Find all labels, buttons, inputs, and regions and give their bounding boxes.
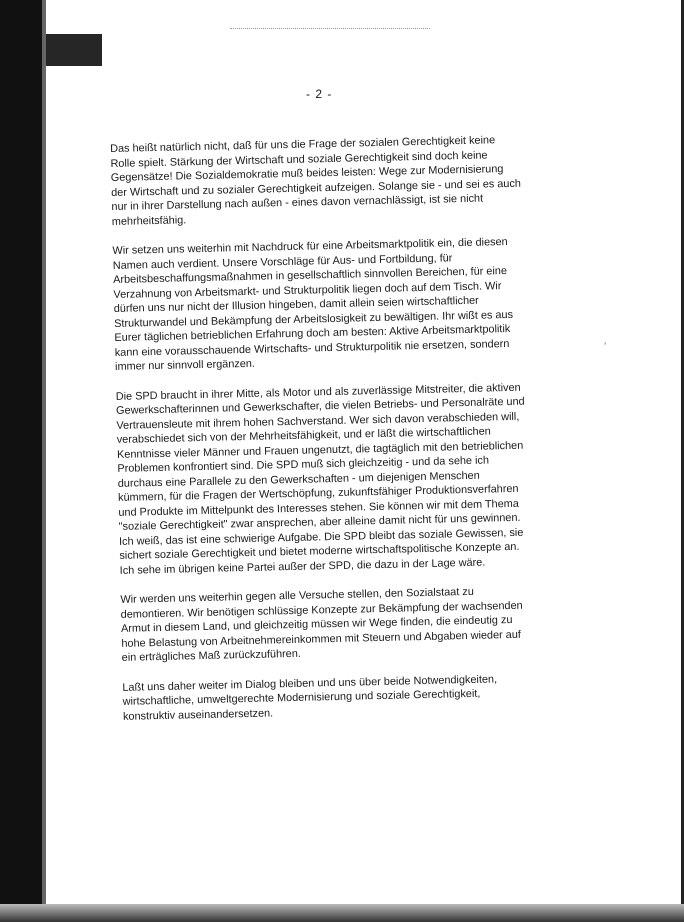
- scan-bottom-border: [0, 904, 684, 922]
- page-number: - 2 -: [306, 87, 333, 101]
- paragraph-4: Wir werden uns weiterhin gegen alle Versuche stellen, den Sozialstaat zu demontieren. Wir benötigen schlüssige Konzepte zur Bekämpfung der wachsenden Armut in diesem Land, und gleichzeitig müssen wir Wege finden, die eindeutig zu hohe Belastung von Arbeitnehmereinkommen mit Steuern und Abgaben wieder auf ein erträgliches Maß zurückzuführen.: [120, 585, 523, 664]
- paragraph-3: Die SPD braucht in ihrer Mitte, als Motor und als zuverlässige Mitstreiter, die aktiven Gewerkschafterinnen und Gewerkschafter, die vielen Betriebs- und Personalräte und Vertrauensleute mit ihrem hohen Sachverstand. Wer sich davon verabschieden will, verabschiedet sich von der Mehrheitsfähigkeit, und er läßt die wirtschaftlichen Kenntnisse vieler Männer und Frauen ungenutzt, die tagtäglich mit den betrieblichen Problemen konfrontiert sind. Die SPD muß sich gleichzeitig - und da sehe ich durchaus eine Parallele zu den Gewerkschaften - um diejenigen Menschen kümmern, für die Fragen der Wertschöpfung, zukunftsfähiger Produktionsverfahren und Produkte im Mittelpunkt des Interesses stehen. Sie können wir mit dem Thema "soziale Gerechtigkeit" zwar ansprechen, aber alleine damit nicht für uns gewinnen. Ich weiß, das ist eine schwierige Aufgabe. Die SPD bleibt das soziale Gewissen, sie sichert soziale Gerechtigkeit und bietet moderne wirtschaftspolitische Konzepte an. Ich sehe im übrigen keine Partei außer der SPD, die dazu in der Lage wäre.: [115, 381, 525, 577]
- paragraph-2: Wir setzen uns weiterhin mit Nachdruck für eine Arbeitsmarktpolitik ein, die diesen Namen auch verdient. Unsere Vorschläge für Aus- und Fortbildung, für Arbeitsbeschaffungsmaßnahmen in gesellschaftlich sinnvollen Bereichen, für eine Verzahnung von Arbeitsmarkt- und Strukturpolitik liegen doch auf dem Tisch. Wir dürfen uns nur nicht der Illusion hingeben, damit allein seien wirtschaftlicher Strukturwandel und Bekämpfung der Arbeitslosigkeit zu bewältigen. Ihr wißt es aus Eurer täglichen betrieblichen Erfahrung doch am besten: Aktive Arbeitsmarktpolitik kann eine vorausschauende Wirtschafts- und Strukturpolitik nie ersetzen, sondern immer nur sinnvoll ergänzen.: [112, 236, 514, 373]
- scan-noise: [230, 28, 430, 37]
- scan-artifact: [46, 34, 102, 66]
- scan-left-border-edge: [42, 0, 46, 922]
- paragraph-1: Das heißt natürlich nicht, daß für uns die Frage der sozialen Gerechtigkeit keine Rolle spielt. Stärkung der Wirtschaft und soziale Gerechtigkeit sind doch keine Gegensätze! Die Sozialdemokratie muß beides leisten: Wege zur Modernisierung der Wirtschaft und zu sozialer Gerechtigkeit aufzeigen. Solange sie - und sei es auch nur in ihrer Darstellung nach außen - eines davon vernachlässigt, ist sie nicht mehrheitsfähig.: [110, 134, 522, 228]
- scan-left-border: [0, 0, 42, 922]
- margin-mark: ʼ: [604, 342, 607, 353]
- paragraph-5: Laßt uns daher weiter im Dialog bleiben und uns über beide Notwendigkeiten, wirtschaftliche, umweltgerechte Modernisierung und soziale Gerechtigkeit, konstruktiv auseinandersetzen.: [122, 672, 498, 723]
- document-body: [110, 133, 533, 739]
